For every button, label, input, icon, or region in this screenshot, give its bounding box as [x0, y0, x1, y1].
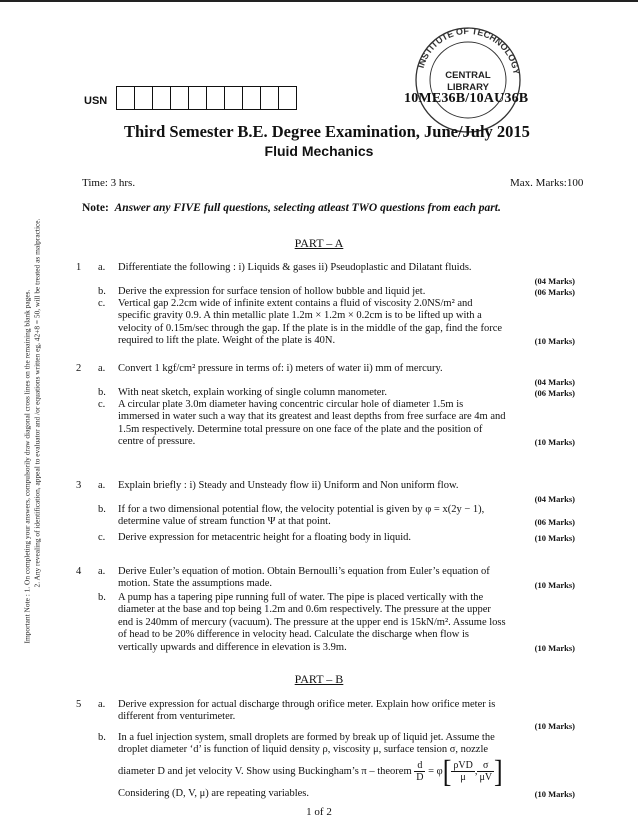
q1c-line1: Vertical gap 2.2cm wide of infinite extent contains a fluid of viscosity 2.0NS/m² and [118, 298, 473, 309]
q3a-letter: a. [98, 480, 106, 491]
usn-digit-box[interactable] [260, 86, 279, 110]
important-note-line1: Important Note : 1. On completing your answers, compulsorily draw diagonal cross lines on the remaining blank pages. [22, 289, 32, 644]
q5b-line1: In a fuel injection system, small droplets are formed by break up of liquid jet. Assume the [118, 732, 495, 743]
q5b-last [118, 788, 309, 800]
q3c-text: Derive expression for metacentric height for a floating body in liquid. [118, 532, 412, 543]
q2b-text: With neat sketch, explain working of single column manometer. [118, 387, 388, 398]
q4b-line4: of head to be 20% difference in velocity head. Calculate the discharge when flow is [118, 629, 469, 641]
q1a [98, 262, 472, 274]
q3a-text: Explain briefly : i) Steady and Unsteady flow ii) Uniform and Non uniform flow. [118, 480, 459, 491]
q5b-f1-den: μ [460, 772, 466, 783]
q5b-fraction-1 [451, 760, 474, 783]
q5a-line2: different from venturimeter. [118, 711, 236, 723]
q5b-fraction-2 [477, 760, 494, 783]
q3-number: 3 [76, 480, 82, 491]
svg-text:CENTRAL: CENTRAL [445, 70, 491, 81]
q1a-letter: a. [98, 262, 106, 273]
q4b-line5: vertically upwards and difference in elevation is 3.9m. [118, 641, 347, 653]
q4a-line1: Derive Euler’s equation of motion. Obtain Bernoulli’s equation from Euler’s equation of [118, 566, 490, 577]
important-note-line2: 2. Any revealing of identification, appeal to evaluator and /or equations written eg, 42+8 = 50, will be treated as malpractice. [32, 218, 42, 588]
q2c-line1: A circular plate 3.0m diameter having concentric circular hole of diameter 1.5m is [118, 399, 464, 410]
usn-boxes [116, 86, 296, 110]
q5a [98, 699, 496, 724]
page-number: 1 of 2 [306, 806, 332, 818]
q2c-marks: (10 Marks) [534, 437, 575, 447]
usn-digit-box[interactable] [152, 86, 171, 110]
q2c-line4: centre of pressure. [118, 436, 196, 448]
q3b [98, 504, 485, 529]
note-label: Note: [82, 202, 109, 214]
q3b-marks: (06 Marks) [534, 517, 575, 527]
q5b-lhs-fraction [414, 760, 425, 783]
q5b-left-bracket: [ [442, 753, 452, 789]
svg-text:LIBRARY: LIBRARY [447, 82, 489, 93]
usn-digit-box[interactable] [224, 86, 243, 110]
time-allowed: Time: 3 hrs. [82, 177, 136, 189]
q4a-line2: motion. State the assumptions made. [118, 578, 272, 590]
q1b-letter: b. [98, 286, 106, 297]
q5b-f2-den: μV [479, 772, 493, 783]
q5b [98, 732, 495, 757]
q3b-letter: b. [98, 504, 106, 515]
q5a-letter: a. [98, 699, 106, 710]
q2c-letter: c. [98, 399, 106, 410]
q5b-line3: diameter D and jet velocity V. Show using Buckingham’s π – theorem [118, 765, 412, 777]
usn-digit-box[interactable] [134, 86, 153, 110]
q1a-text: Differentiate the following : i) Liquids & gases ii) Pseudoplastic and Dilatant fluids. [118, 262, 472, 273]
q2b-marks: (06 Marks) [534, 388, 575, 398]
q1-number: 1 [76, 262, 82, 273]
q5b-lhs-num: d [414, 760, 425, 772]
q3b-line1: If for a two dimensional potential flow, the velocity potential is given by φ = x(2y − 1), [118, 504, 485, 515]
note-text: Answer any FIVE full questions, selecting atleast TWO questions from each part. [114, 202, 501, 214]
q1c-marks: (10 Marks) [534, 336, 575, 346]
q2a [98, 363, 443, 375]
top-rule [0, 0, 638, 2]
q3c [98, 532, 412, 544]
q3c-marks: (10 Marks) [534, 533, 575, 543]
q4a-marks: (10 Marks) [534, 580, 575, 590]
usn-digit-box[interactable] [170, 86, 189, 110]
q5a-marks: (10 Marks) [534, 721, 575, 731]
max-marks: Max. Marks:100 [510, 177, 584, 189]
q4a-letter: a. [98, 566, 106, 577]
q1c-line4: required to lift the plate. Weight of the plate is 40N. [118, 335, 336, 347]
q3a [98, 480, 459, 492]
q1c-line2: specific gravity 0.9. A thin metallic plate 1.2m × 1.2m × 0.2cm is to be lifted up with a [118, 310, 482, 322]
q3a-marks: (04 Marks) [534, 494, 575, 504]
course-code: 10ME36B/10AU36B [404, 91, 529, 106]
instructions-note [82, 202, 501, 214]
q2c-line3: 1.5m respectively. Determine total pressure on one face of the plate and the position of [118, 423, 483, 435]
q4b-line2: diameter at the base and top being 1.2m and 0.6m respectively. The pressure at the upper [118, 604, 491, 616]
usn-digit-box[interactable] [278, 86, 297, 110]
q5a-line1: Derive expression for actual discharge through orifice meter. Explain how orifice meter is [118, 699, 496, 710]
exam-title: Third Semester B.E. Degree Examination, June/July 2015 [124, 122, 530, 141]
q5b-equation-line: diameter D and jet velocity V. Show using Buckingham’s π – theorem $\frac{d}{D}$ = φ[ $\frac{\text{ρVD}}{\mu}$ , $\frac{\sigma}{\mu V}$ ] [118, 753, 503, 789]
q2c [98, 399, 506, 449]
q2b-letter: b. [98, 387, 106, 398]
q2a-marks: (04 Marks) [534, 377, 575, 387]
q1c-line3: velocity of 0.15m/sec through the gap. If the plate is in the middle of the gap, find the force [118, 322, 503, 334]
part-b-heading: PART – B [294, 672, 344, 686]
q5b-f1-num: ρVD [453, 760, 473, 771]
svg-text:INSTITUTE OF TECHNOLOGY: INSTITUTE OF TECHNOLOGY [415, 25, 522, 76]
q4b [98, 592, 506, 654]
q4a [98, 566, 490, 591]
important-note-vertical [22, 218, 43, 644]
q5b-eq-mid: = φ [428, 765, 443, 777]
q4b-line1: A pump has a tapering pipe running full of water. The pipe is placed vertically with the [118, 592, 484, 603]
q2-number: 2 [76, 363, 82, 374]
q1b [98, 286, 426, 298]
q5b-line4: Considering (D, V, μ) are repeating variables. [118, 788, 309, 799]
q5-number: 5 [76, 699, 82, 710]
q5b-f2-num: σ [477, 760, 494, 772]
q5b-letter: b. [98, 732, 106, 743]
subject-title: Fluid Mechanics [264, 143, 374, 159]
q4b-letter: b. [98, 592, 106, 603]
q2b [98, 387, 388, 399]
q1a-marks: (04 Marks) [534, 276, 575, 286]
usn-label: USN [84, 95, 108, 107]
usn-digit-box[interactable] [242, 86, 261, 110]
q5b-lhs-den: D [416, 772, 424, 783]
q4b-marks: (10 Marks) [534, 643, 575, 653]
q2c-line2: immersed in water such a way that its greatest and least depths from free surface are 4m and [118, 411, 506, 423]
q1c [98, 298, 503, 348]
q2a-letter: a. [98, 363, 106, 374]
q5b-right-bracket: ] [494, 753, 503, 789]
part-a-heading: PART – A [294, 236, 344, 250]
q4-number: 4 [76, 566, 82, 577]
q5b-marks: (10 Marks) [534, 789, 575, 799]
q3b-line2: determine value of stream function Ψ at that point. [118, 516, 331, 528]
q4b-line3: end is 240mm of mercury (vacuum). The pressure at the upper end is 15kN/m². Assume loss [118, 616, 506, 628]
usn-digit-box[interactable] [188, 86, 207, 110]
q3c-letter: c. [98, 532, 106, 543]
usn-digit-box[interactable] [116, 86, 135, 110]
q2a-text: Convert 1 kgf/cm² pressure in terms of: i) meters of water ii) mm of mercury. [118, 363, 443, 374]
q1b-marks: (06 Marks) [534, 287, 575, 297]
q1b-text: Derive the expression for surface tension of hollow bubble and liquid jet. [118, 286, 426, 297]
q5b-line2: droplet diameter ‘d’ is function of liquid density ρ, viscosity μ, surface tension σ, nozzle [118, 744, 489, 756]
q1c-letter: c. [98, 298, 106, 309]
usn-digit-box[interactable] [206, 86, 225, 110]
